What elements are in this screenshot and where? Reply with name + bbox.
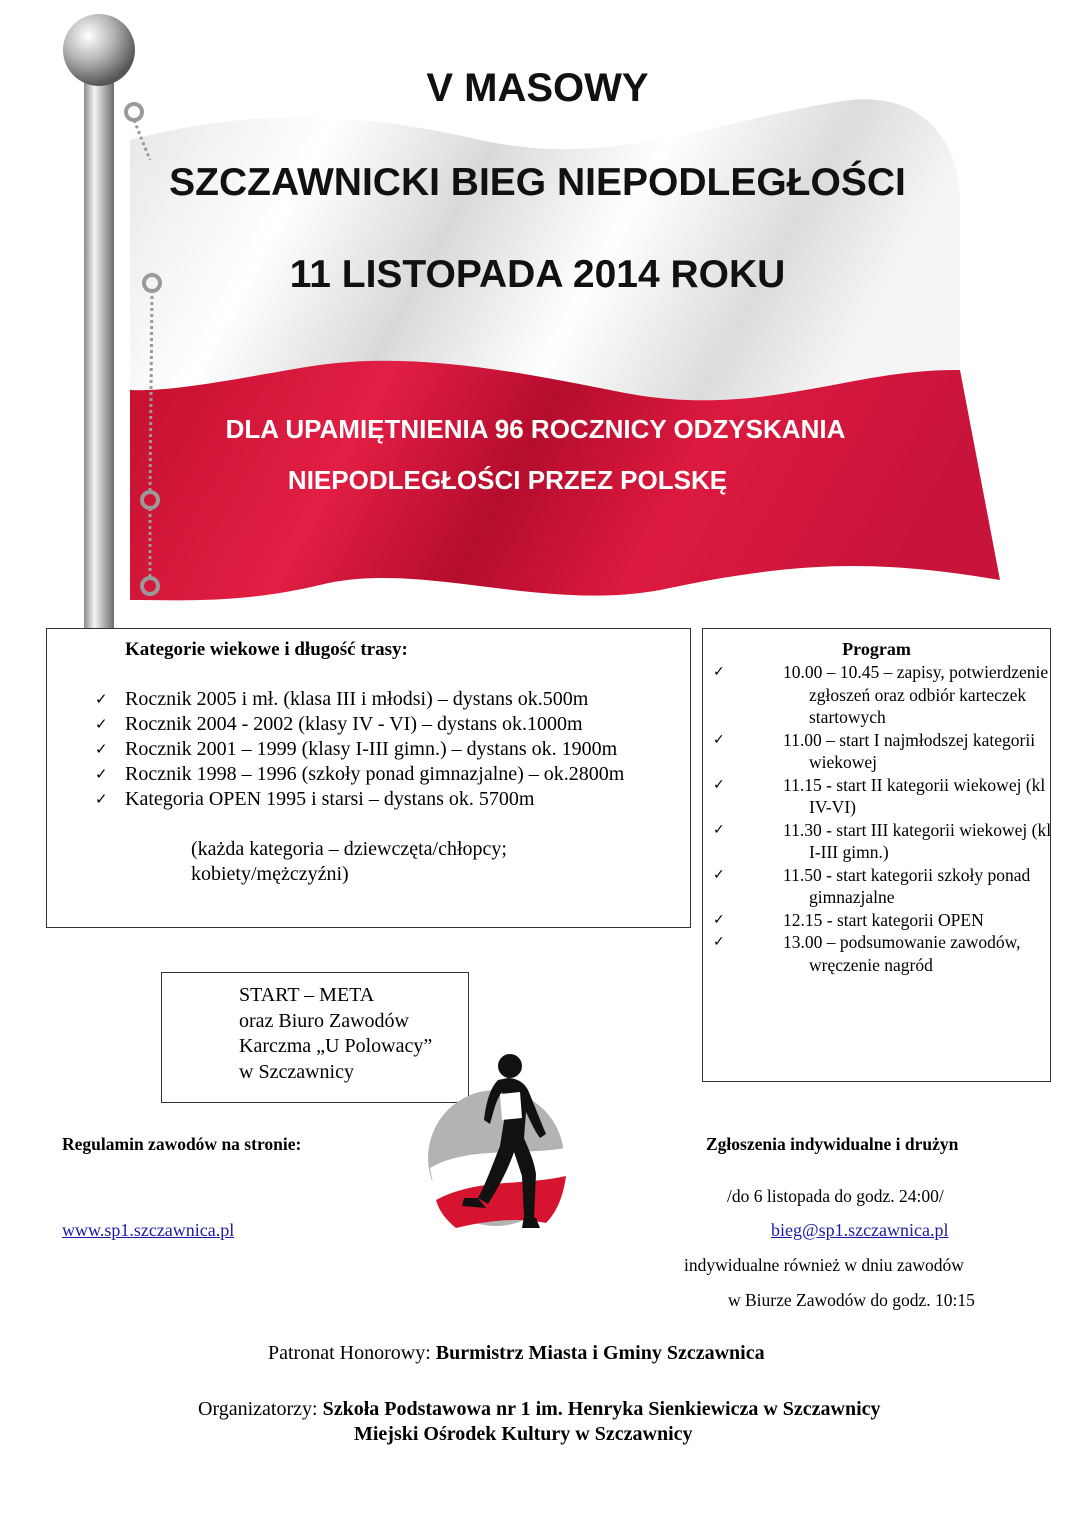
check-icon: ✓ [713, 731, 725, 748]
list-item: ✓ Kategoria OPEN 1995 i starsi – dystans ok. 5700m [95, 788, 535, 810]
regulamin-title: Regulamin zawodów na stronie: [62, 1134, 302, 1154]
categories-title: Kategorie wiekowe i długość trasy: [125, 639, 408, 660]
organizers-label: Organizatorzy: [198, 1398, 318, 1420]
list-item: ✓ 12.15 - start kategorii OPEN [713, 909, 984, 930]
zgloszenia-email-link[interactable]: bieg@sp1.szczawnica.pl [771, 1220, 949, 1240]
list-item: ✓ Rocznik 1998 – 1996 (szkoły ponad gimnazjalne) – ok.2800m [95, 763, 625, 785]
program-box [702, 628, 1051, 1082]
title-line-2: SZCZAWNICKI BIEG NIEPODLEGŁOŚCI [169, 161, 906, 204]
organizers-line [198, 1398, 881, 1421]
flag-white-band [130, 99, 960, 400]
categories-box [46, 628, 691, 928]
zgloszenia-same-day: indywidualne również w dniu zawodów [684, 1255, 964, 1275]
runner-logo [428, 1048, 568, 1258]
list-item: ✓ 11.50 - start kategorii szkoły ponad gimnazjalne [713, 864, 1031, 907]
zgloszenia-office: w Biurze Zawodów do godz. 10:15 [728, 1290, 975, 1310]
list-item: ✓ 10.00 – 10.45 – zapisy, potwierdzenie zgłoszeń oraz odbiór karteczek startowych [713, 662, 1049, 727]
check-icon: ✓ [95, 715, 108, 733]
list-item: ✓ 11.30 - start III kategorii wiekowej (kl I-III gimn.) [713, 819, 1052, 862]
list-item: ✓ Rocznik 2004 - 2002 (klasy IV - VI) – dystans ok.1000m [95, 713, 583, 735]
check-icon: ✓ [95, 790, 108, 808]
categories-note: (każda kategoria – dziewczęta/chłopcy; kobiety/mężczyźni) [191, 838, 507, 885]
start-meta-text: START – META oraz Biuro Zawodów Karczma „U Polowacy” w Szczawnicy [239, 984, 433, 1083]
list-item: ✓ Rocznik 2001 – 1999 (klasy I-III gimn.) – dystans ok. 1900m [95, 738, 618, 760]
check-icon: ✓ [95, 740, 108, 758]
zgloszenia-deadline: /do 6 listopada do godz. 24:00/ [727, 1186, 944, 1206]
patron-line [268, 1342, 765, 1365]
check-icon: ✓ [713, 821, 725, 838]
check-icon: ✓ [713, 934, 725, 950]
organizer-1: Szkoła Podstawowa nr 1 im. Henryka Sienkiewicza w Szczawnicy [322, 1398, 881, 1420]
check-icon: ✓ [713, 664, 725, 680]
patron-label: Patronat Honorowy: [268, 1342, 431, 1364]
check-icon: ✓ [713, 776, 725, 793]
check-icon: ✓ [713, 866, 725, 883]
list-item: ✓ 11.15 - start II kategorii wiekowej (kl IV-VI) [713, 774, 1046, 817]
patron-name: Burmistrz Miasta i Gminy Szczawnica [435, 1342, 765, 1364]
categories-list [47, 687, 624, 812]
title-line-1: V MASOWY [426, 66, 649, 110]
zgloszenia-title: Zgłoszenia indywidualne i drużyn [706, 1134, 959, 1154]
check-icon: ✓ [713, 911, 725, 928]
check-icon: ✓ [95, 690, 108, 708]
title-line-3: 11 LISTOPADA 2014 ROKU [289, 253, 786, 296]
flag-pole [84, 70, 114, 630]
check-icon: ✓ [95, 765, 108, 783]
list-item: ✓ 13.00 – podsumowanie zawodów, wręczenie nagród [713, 932, 1021, 975]
subtitle-line-2: NIEPODLEGŁOŚCI PRZEZ POLSKĘ [287, 465, 728, 495]
organizer-2: Miejski Ośrodek Kultury w Szczawnicy [354, 1423, 693, 1445]
program-list [703, 661, 1059, 976]
list-item: ✓ Rocznik 2005 i mł. (klasa III i młodsi) – dystans ok.500m [95, 688, 589, 710]
subtitle-line-1: DLA UPAMIĘTNIENIA 96 ROCZNICY ODZYSKANIA [225, 414, 846, 444]
start-meta-box [161, 972, 469, 1103]
program-title: Program [842, 639, 911, 659]
regulamin-link[interactable]: www.sp1.szczawnica.pl [62, 1220, 235, 1240]
list-item: ✓ 11.00 – start I najmłodszej kategorii wiekowej [713, 729, 1036, 772]
